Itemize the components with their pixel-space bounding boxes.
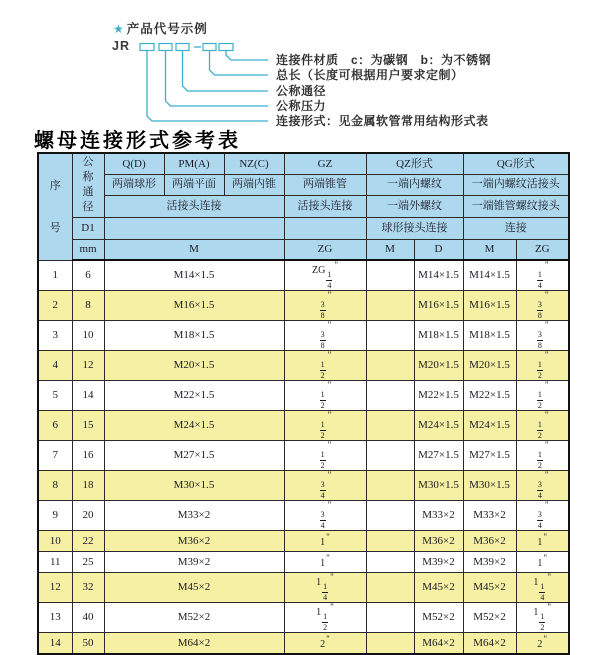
inch-mark: " (327, 410, 332, 420)
gz-zg-cell (284, 351, 366, 381)
m-thread-cell: M14×1.5 (104, 260, 284, 291)
serial-cell: 8 (38, 471, 72, 501)
dn-cell: 50 (72, 633, 104, 654)
fraction: $\frac{1}{4}$ (540, 582, 545, 602)
inch-mark: " (334, 260, 339, 270)
fraction: $\frac{1}{2}$ (320, 360, 325, 380)
table-row (38, 573, 569, 603)
inch-mark: " (543, 553, 548, 564)
qg-zg-cell (516, 552, 569, 573)
inch-mark: " (326, 634, 330, 645)
gz-zg-cell (284, 633, 366, 654)
dn-cell: 16 (72, 441, 104, 471)
qg-zg-cell (516, 603, 569, 633)
qz-m-cell (366, 573, 414, 603)
inch-mark: " (544, 500, 549, 510)
header-qg-row4: 连接 (463, 217, 569, 239)
diagram-heading-text: 产品代号示例 (126, 22, 208, 36)
value-token: 1 (537, 537, 543, 549)
inch-mark: " (547, 572, 552, 582)
inch-mark: " (326, 553, 330, 564)
header-serial: 序号 (38, 153, 72, 260)
qg-zg-cell (516, 260, 569, 291)
m-thread-cell: M24×1.5 (104, 411, 284, 441)
m-thread-cell: M45×2 (104, 573, 284, 603)
qz-m-cell (366, 552, 414, 573)
gz-zg-cell (284, 603, 366, 633)
value-token: ZG (311, 265, 326, 276)
qz-d-cell: M64×2 (414, 633, 463, 654)
code-label-material: 连接件材质 c：为碳钢 b：为不锈钢 (276, 53, 492, 67)
header-ends-gz: 两端锥管 (284, 174, 366, 195)
qz-d-cell: M36×2 (414, 531, 463, 552)
serial-cell: 13 (38, 603, 72, 633)
qg-zg-cell (516, 411, 569, 441)
inch-mark: " (330, 572, 334, 582)
diagram-heading (113, 22, 208, 37)
code-box (159, 44, 172, 51)
inch-mark: " (544, 470, 549, 480)
serial-cell: 2 (38, 291, 72, 321)
qg-zg-cell (516, 471, 569, 501)
qg-m-cell: M33×2 (463, 501, 516, 531)
inch-mark: " (543, 532, 548, 543)
qg-m-cell: M52×2 (463, 603, 516, 633)
dn-cell: 10 (72, 321, 104, 351)
fraction: $\frac{3}{4}$ (320, 510, 325, 530)
inch-mark: " (327, 500, 332, 510)
header-union-connect: 活接头连接 (104, 195, 284, 217)
fraction: $\frac{3}{8}$ (320, 300, 325, 320)
table-row (38, 501, 569, 531)
value-token: 1 (320, 558, 326, 570)
m-thread-cell: M27×1.5 (104, 441, 284, 471)
m-thread-cell: M30×1.5 (104, 471, 284, 501)
inch-mark: " (327, 380, 332, 390)
serial-cell: 1 (38, 260, 72, 291)
pointer-line (210, 51, 269, 75)
qz-d-cell: M14×1.5 (414, 260, 463, 291)
m-thread-cell: M64×2 (104, 633, 284, 654)
header-qg-m: M (463, 239, 516, 260)
qz-m-cell (366, 633, 414, 654)
code-box (219, 44, 233, 51)
m-thread-cell: M52×2 (104, 603, 284, 633)
qg-m-cell: M20×1.5 (463, 351, 516, 381)
pointer-line (183, 51, 269, 91)
table-row (38, 411, 569, 441)
qg-m-cell: M27×1.5 (463, 441, 516, 471)
inch-mark: " (327, 350, 332, 360)
qz-d-cell: M22×1.5 (414, 381, 463, 411)
table-row (38, 603, 569, 633)
qz-m-cell (366, 291, 414, 321)
qg-m-cell: M45×2 (463, 573, 516, 603)
value-token: 1 (537, 558, 543, 570)
inch-mark: " (544, 260, 549, 270)
qz-m-cell (366, 603, 414, 633)
value-token: 2 (537, 639, 543, 651)
fraction: $\frac{3}{4}$ (537, 480, 542, 500)
inch-mark: " (327, 320, 332, 330)
header-ends-q: 两端球形 (104, 174, 164, 195)
qg-m-cell: M16×1.5 (463, 291, 516, 321)
header-qg-row3: 一端锥管螺纹接头 (463, 195, 569, 217)
qg-zg-cell (516, 501, 569, 531)
qz-m-cell (366, 321, 414, 351)
header-form-q: Q(D) (104, 153, 164, 174)
fraction: $\frac{1}{4}$ (323, 582, 328, 602)
header-gz-zg: ZG (284, 239, 366, 260)
dn-cell: 14 (72, 381, 104, 411)
serial-cell: 11 (38, 552, 72, 573)
fraction: $\frac{1}{4}$ (327, 270, 332, 290)
qz-m-cell (366, 351, 414, 381)
qz-m-cell (366, 441, 414, 471)
qg-m-cell: M18×1.5 (463, 321, 516, 351)
fraction: $\frac{3}{4}$ (320, 480, 325, 500)
fraction: $\frac{1}{2}$ (537, 360, 542, 380)
code-label-connection: 连接形式：见金属软管常用结构形式表 (276, 114, 489, 128)
qg-m-cell: M22×1.5 (463, 381, 516, 411)
dn-cell: 25 (72, 552, 104, 573)
qz-m-cell (366, 531, 414, 552)
dn-cell: 15 (72, 411, 104, 441)
header-form-pm: PM(A) (164, 153, 224, 174)
fraction: $\frac{1}{2}$ (537, 390, 542, 410)
code-label-diameter: 公称通径 (276, 84, 327, 98)
header-unit-mm: mm (72, 239, 104, 260)
table-row (38, 531, 569, 552)
header-nominal-diameter: 公称通径 (72, 153, 104, 217)
table-header (38, 153, 569, 260)
inch-mark: " (544, 440, 549, 450)
header-qz-row3: 一端外螺纹 (366, 195, 463, 217)
serial-cell: 9 (38, 501, 72, 531)
value-token: 1 (316, 607, 322, 618)
gz-zg-cell (284, 291, 366, 321)
m-thread-cell: M36×2 (104, 531, 284, 552)
dn-cell: 6 (72, 260, 104, 291)
gz-zg-cell (284, 381, 366, 411)
serial-cell: 10 (38, 531, 72, 552)
value-token: 1 (533, 577, 539, 588)
inch-mark: " (327, 290, 332, 300)
nut-connection-table (37, 152, 570, 655)
serial-cell: 6 (38, 411, 72, 441)
inch-mark: " (544, 350, 549, 360)
fraction: $\frac{1}{2}$ (537, 450, 542, 470)
fraction: $\frac{1}{2}$ (320, 450, 325, 470)
table-row (38, 321, 569, 351)
dn-cell: 22 (72, 531, 104, 552)
value-token: 1 (320, 537, 326, 549)
code-label-length: 总长（长度可根据用户要求定制） (276, 68, 464, 82)
header-m-span: M (104, 239, 284, 260)
dn-cell: 20 (72, 501, 104, 531)
dn-cell: 40 (72, 603, 104, 633)
qg-zg-cell (516, 291, 569, 321)
fraction: $\frac{1}{2}$ (320, 390, 325, 410)
gz-zg-cell (284, 552, 366, 573)
gz-zg-cell (284, 321, 366, 351)
qg-zg-cell (516, 381, 569, 411)
table-row (38, 351, 569, 381)
qz-d-cell: M24×1.5 (414, 411, 463, 441)
serial-cell: 12 (38, 573, 72, 603)
header-qz-d: D (414, 239, 463, 260)
table-row (38, 381, 569, 411)
header-qz-m: M (366, 239, 414, 260)
fraction: $\frac{1}{4}$ (537, 270, 542, 290)
header-qz-row2: 一端内螺纹 (366, 174, 463, 195)
qg-m-cell: M39×2 (463, 552, 516, 573)
fraction: $\frac{3}{8}$ (320, 330, 325, 350)
qg-m-cell: M36×2 (463, 531, 516, 552)
serial-cell: 14 (38, 633, 72, 654)
header-d1: D1 (72, 217, 104, 239)
fraction: $\frac{1}{2}$ (320, 420, 325, 440)
qz-d-cell: M20×1.5 (414, 351, 463, 381)
inch-mark: " (544, 290, 549, 300)
serial-cell: 3 (38, 321, 72, 351)
qg-zg-cell (516, 351, 569, 381)
fraction: $\frac{1}{2}$ (540, 612, 545, 632)
gz-zg-cell (284, 411, 366, 441)
table-body (38, 260, 569, 654)
header-form-qz: QZ形式 (366, 153, 463, 174)
qz-d-cell: M33×2 (414, 501, 463, 531)
qg-zg-cell (516, 633, 569, 654)
dn-cell: 32 (72, 573, 104, 603)
serial-cell: 4 (38, 351, 72, 381)
code-box (176, 44, 189, 51)
qg-m-cell: M64×2 (463, 633, 516, 654)
header-empty-cell (284, 217, 366, 239)
header-ends-nz: 两端内锥 (224, 174, 284, 195)
qz-d-cell: M30×1.5 (414, 471, 463, 501)
inch-mark: " (326, 532, 330, 543)
code-box (140, 44, 154, 51)
fraction: $\frac{3}{8}$ (537, 330, 542, 350)
code-label-pressure: 公称压力 (276, 99, 327, 113)
m-thread-cell: M20×1.5 (104, 351, 284, 381)
inch-mark: " (327, 440, 332, 450)
header-union-connect-gz: 活接头连接 (284, 195, 366, 217)
table-title: 螺母连接形式参考表 (34, 128, 241, 152)
inch-mark: " (543, 634, 548, 645)
fraction: $\frac{1}{2}$ (323, 612, 328, 632)
fraction: $\frac{3}{8}$ (537, 300, 542, 320)
header-qz-row4: 球形接头连接 (366, 217, 463, 239)
qg-m-cell: M14×1.5 (463, 260, 516, 291)
header-form-nz: NZ(C) (224, 153, 284, 174)
dn-cell: 18 (72, 471, 104, 501)
qz-d-cell: M52×2 (414, 603, 463, 633)
code-prefix: JR (112, 39, 130, 53)
m-thread-cell: M16×1.5 (104, 291, 284, 321)
m-thread-cell: M18×1.5 (104, 321, 284, 351)
star-icon: ★ (113, 22, 125, 36)
gz-zg-cell (284, 501, 366, 531)
qg-zg-cell (516, 441, 569, 471)
value-token: 1 (533, 607, 539, 618)
qg-zg-cell (516, 531, 569, 552)
pointer-line (166, 51, 269, 106)
qz-m-cell (366, 260, 414, 291)
table-row (38, 633, 569, 654)
inch-mark: " (544, 410, 549, 420)
qz-m-cell (366, 471, 414, 501)
header-ends-pm: 两端平面 (164, 174, 224, 195)
qz-d-cell: M39×2 (414, 552, 463, 573)
inch-mark: " (547, 602, 552, 612)
pointer-line (226, 51, 268, 60)
gz-zg-cell (284, 531, 366, 552)
inch-mark: " (330, 602, 334, 612)
qg-m-cell: M24×1.5 (463, 411, 516, 441)
qz-m-cell (366, 381, 414, 411)
fraction: $\frac{3}{4}$ (537, 510, 542, 530)
table-row (38, 260, 569, 291)
header-empty-cell (104, 217, 284, 239)
value-token: 1 (316, 577, 322, 588)
header-form-qg: QG形式 (463, 153, 569, 174)
qz-m-cell (366, 411, 414, 441)
code-box (203, 44, 216, 51)
qg-m-cell: M30×1.5 (463, 471, 516, 501)
header-qg-zg: ZG (516, 239, 569, 260)
table-row (38, 552, 569, 573)
gz-zg-cell (284, 260, 366, 291)
qg-zg-cell (516, 321, 569, 351)
gz-zg-cell (284, 441, 366, 471)
m-thread-cell: M39×2 (104, 552, 284, 573)
qz-d-cell: M16×1.5 (414, 291, 463, 321)
qz-d-cell: M27×1.5 (414, 441, 463, 471)
value-token: 2 (320, 639, 326, 651)
fraction: $\frac{1}{2}$ (537, 420, 542, 440)
inch-mark: " (544, 320, 549, 330)
inch-mark: " (327, 470, 332, 480)
m-thread-cell: M33×2 (104, 501, 284, 531)
gz-zg-cell (284, 471, 366, 501)
dn-cell: 8 (72, 291, 104, 321)
dn-cell: 12 (72, 351, 104, 381)
serial-cell: 5 (38, 381, 72, 411)
header-form-gz: GZ (284, 153, 366, 174)
product-code-diagram (0, 0, 600, 130)
gz-zg-cell (284, 573, 366, 603)
qg-zg-cell (516, 573, 569, 603)
qz-d-cell: M18×1.5 (414, 321, 463, 351)
m-thread-cell: M22×1.5 (104, 381, 284, 411)
table-row (38, 441, 569, 471)
header-qg-row2: 一端内螺纹活接头 (463, 174, 569, 195)
inch-mark: " (544, 380, 549, 390)
table-row (38, 471, 569, 501)
table-row (38, 291, 569, 321)
serial-cell: 7 (38, 441, 72, 471)
qz-d-cell: M45×2 (414, 573, 463, 603)
qz-m-cell (366, 501, 414, 531)
